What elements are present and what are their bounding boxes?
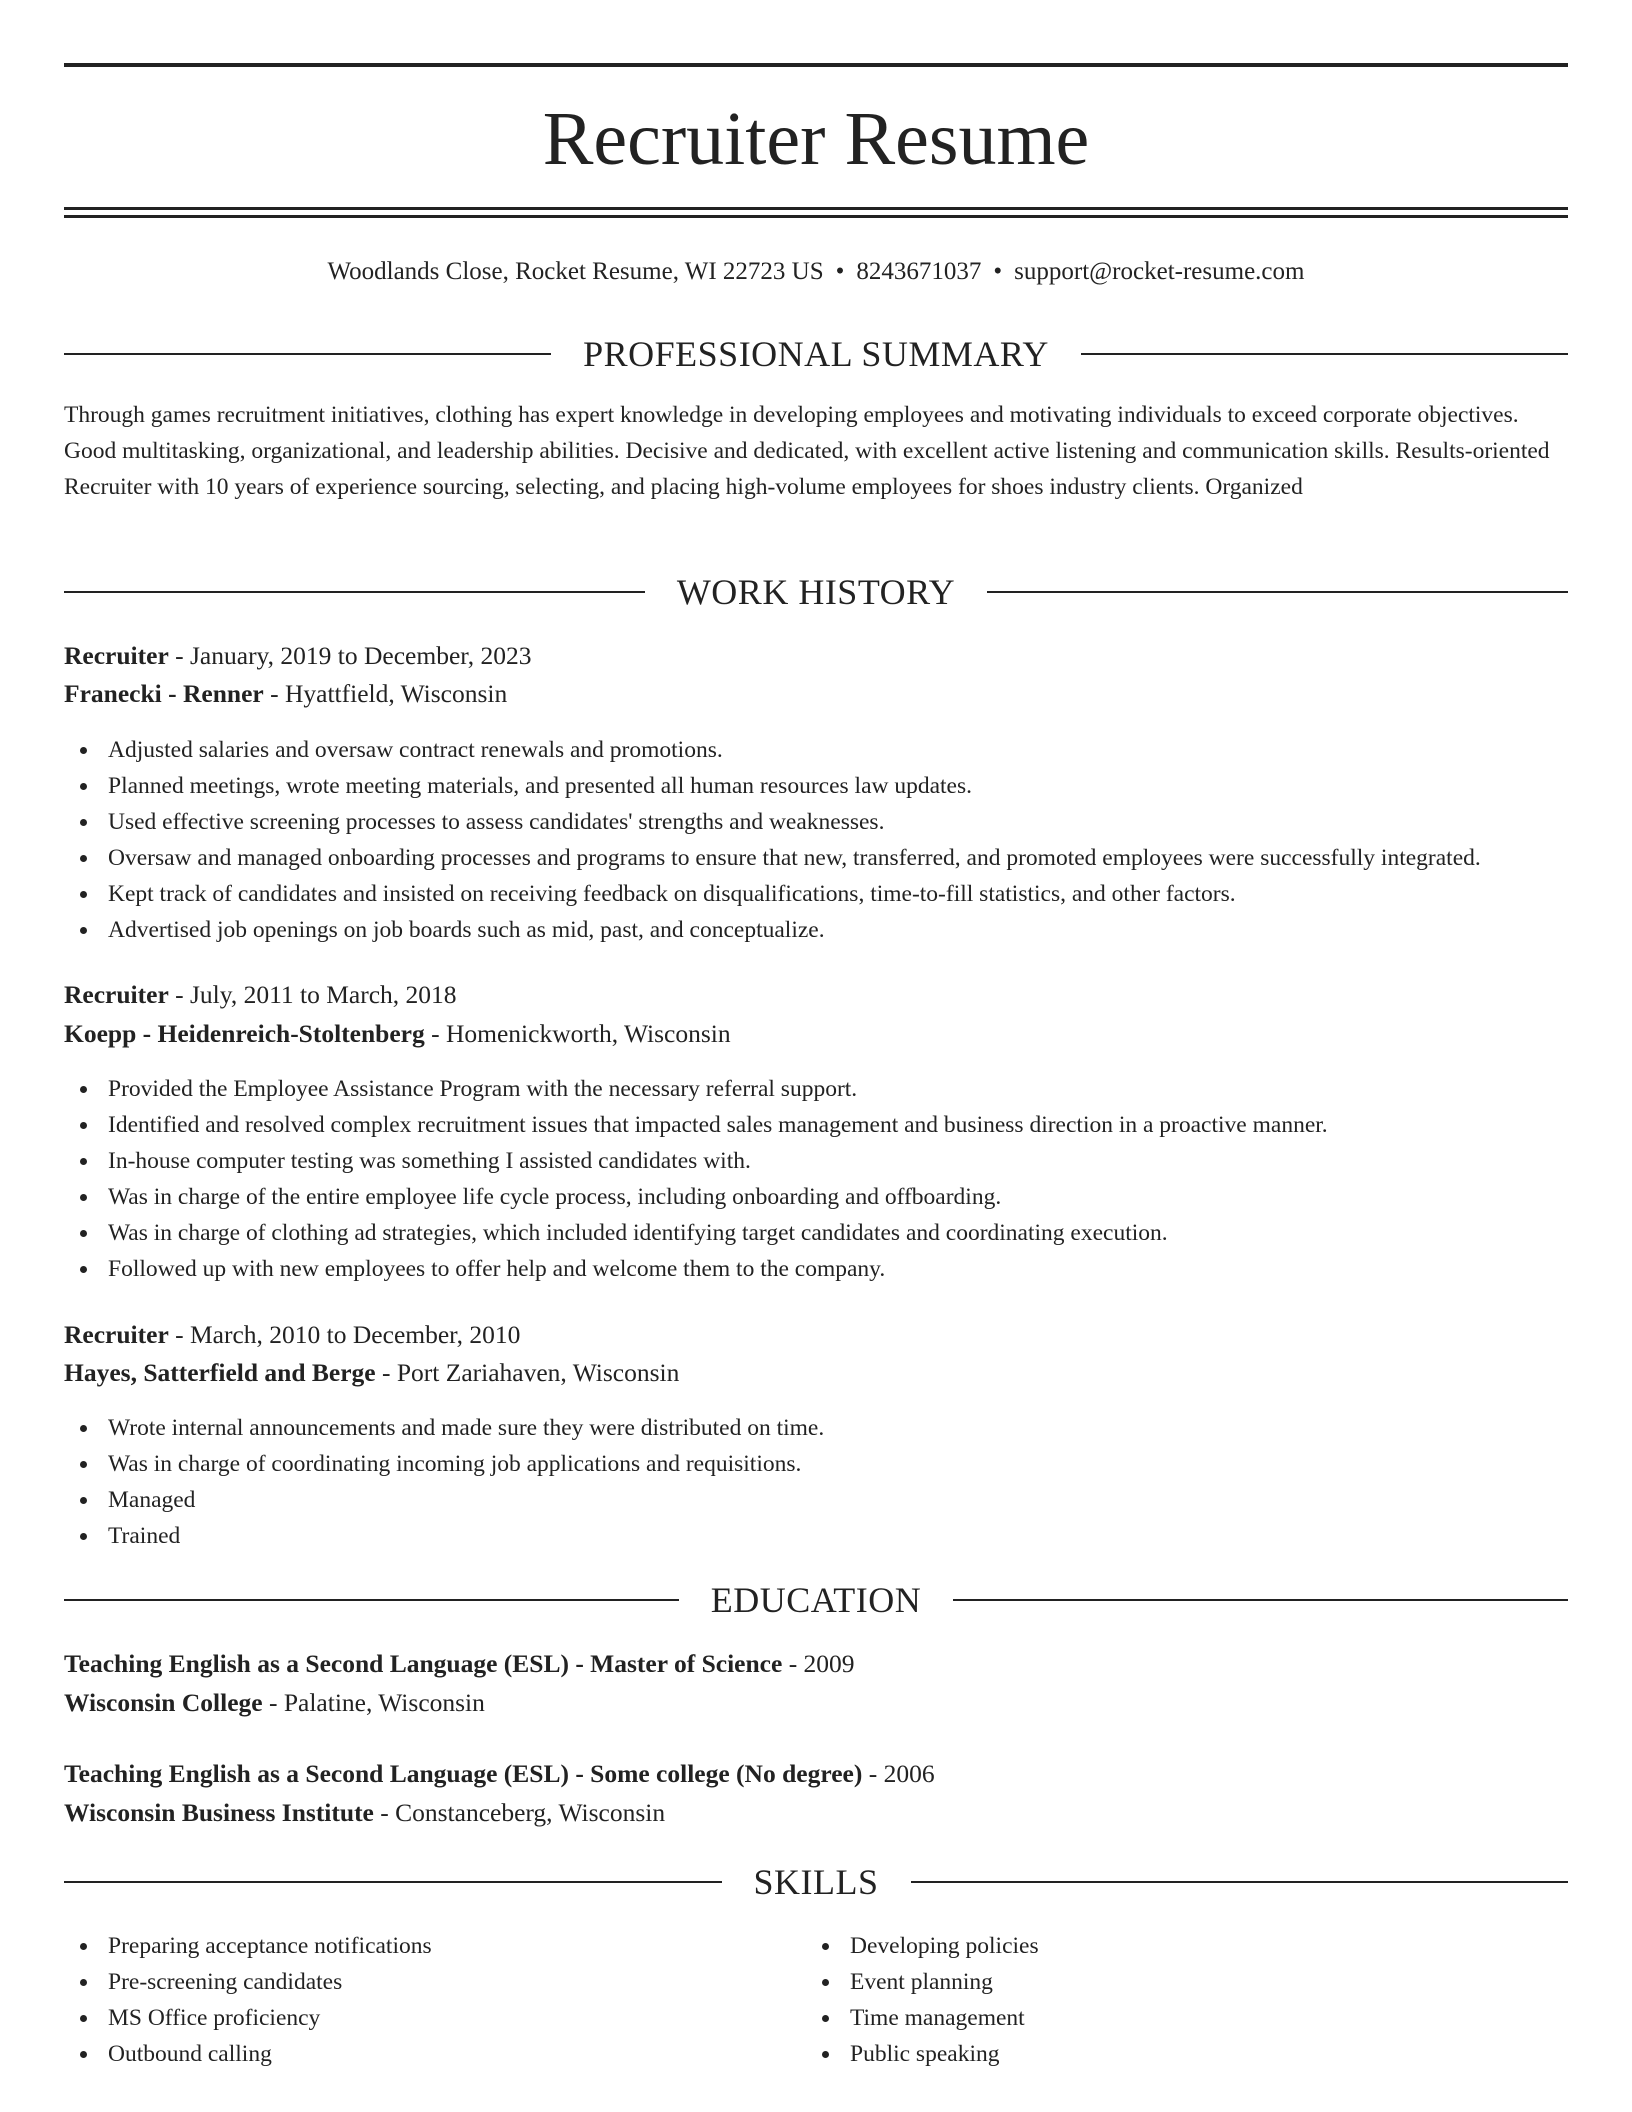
job-title-line (64, 977, 1568, 1013)
header-double-rule-top (64, 207, 1568, 210)
section-heading-skills (64, 1860, 1568, 1904)
education-school-line (64, 1685, 1568, 1721)
job-bullet-list (64, 1071, 1568, 1287)
list-item: Followed up with new employees to offer help and welcome them to the company. (64, 1251, 1568, 1287)
contact-separator: • (835, 258, 845, 285)
section-heading-label: SKILLS (753, 1862, 879, 1902)
education-location: - Palatine, Wisconsin (262, 1688, 485, 1717)
list-item: Wrote internal announcements and made sure they were distributed on time. (64, 1410, 1568, 1446)
job-company: Koepp - Heidenreich-Stoltenberg (64, 1019, 425, 1048)
skill-item: Pre-screening candidates (64, 1964, 804, 2000)
list-item: Managed (64, 1482, 1568, 1518)
list-item: Kept track of candidates and insisted on receiving feedback on disqualifications, time-to-fill statistics, and other factors. (64, 876, 1568, 912)
job-title: Recruiter (64, 1320, 169, 1349)
list-item: Provided the Employee Assistance Program with the necessary referral support. (64, 1071, 1568, 1107)
education-degree-line (64, 1756, 1568, 1792)
job-location: - Port Zariahaven, Wisconsin (375, 1358, 680, 1387)
section-heading-education (64, 1578, 1568, 1622)
job-company: Hayes, Satterfield and Berge (64, 1358, 376, 1387)
header-top-rule (64, 63, 1568, 67)
header-double-rule-bottom (64, 215, 1568, 218)
job-dates: - January, 2019 to December, 2023 (168, 641, 532, 670)
section-heading-work-history (64, 570, 1568, 614)
heading-rule-left (64, 591, 645, 593)
skills-list-right (806, 1928, 1546, 2072)
job-title: Recruiter (64, 641, 169, 670)
list-item: Planned meetings, wrote meeting materials, and presented all human resources law updates. (64, 768, 1568, 804)
summary-text: Through games recruitment initiatives, clothing has expert knowledge in developing employees and motivating individuals to exceed corporate objectives. Good multitasking, organizational, and leadership abilities. Decisive and dedicated, with excellent active listening and communication skills. Results-oriented Recruiter with 10 years of experience sourcing, selecting, and placing high-volume employees for shoes industry clients. Organized (64, 402, 1550, 500)
section-heading-label: PROFESSIONAL SUMMARY (583, 334, 1049, 374)
job-company-line (64, 1355, 1568, 1391)
job-dates: - March, 2010 to December, 2010 (168, 1320, 521, 1349)
education-year: - 2009 (782, 1649, 855, 1678)
list-item: Advertised job openings on job boards such as mid, past, and conceptualize. (64, 912, 1568, 948)
contact-address: Woodlands Close, Rocket Resume, WI 22723 US (327, 258, 824, 285)
job-company-line (64, 1016, 1568, 1052)
skill-item: Preparing acceptance notifications (64, 1928, 804, 1964)
contact-email: support@rocket-resume.com (1014, 258, 1305, 285)
skill-item: Event planning (806, 1964, 1546, 2000)
contact-line (64, 255, 1568, 289)
skill-item: Developing policies (806, 1928, 1546, 1964)
heading-rule-right (911, 1881, 1569, 1883)
heading-rule-right (1081, 353, 1568, 355)
list-item: Was in charge of clothing ad strategies, which included identifying target candidates and coordinating execution. (64, 1215, 1568, 1251)
heading-rule-left (64, 353, 551, 355)
education-degree: Teaching English as a Second Language (ESL) - Some college (No degree) (64, 1759, 863, 1788)
job-dates: - July, 2011 to March, 2018 (168, 980, 457, 1009)
education-location: - Constanceberg, Wisconsin (373, 1798, 666, 1827)
section-heading-summary (64, 332, 1568, 376)
job-company-line (64, 676, 1568, 712)
skills-list-left (64, 1928, 804, 2072)
list-item: Was in charge of the entire employee life cycle process, including onboarding and offboarding. (64, 1179, 1568, 1215)
education-school-line (64, 1795, 1568, 1831)
list-item: Was in charge of coordinating incoming job applications and requisitions. (64, 1446, 1568, 1482)
resume-title: Recruiter Resume (542, 97, 1090, 181)
education-year: - 2006 (862, 1759, 935, 1788)
job-title-line (64, 1317, 1568, 1353)
heading-rule-right (953, 1599, 1568, 1601)
heading-rule-left (64, 1599, 679, 1601)
skill-item: MS Office proficiency (64, 2000, 804, 2036)
job-company: Franecki - Renner (64, 679, 264, 708)
list-item: In-house computer testing was something I assisted candidates with. (64, 1143, 1568, 1179)
section-heading-label: EDUCATION (710, 1580, 922, 1620)
education-school: Wisconsin College (64, 1688, 263, 1717)
job-location: - Hyattfield, Wisconsin (263, 679, 508, 708)
education-school: Wisconsin Business Institute (64, 1798, 374, 1827)
heading-rule-right (987, 591, 1568, 593)
job-title-line (64, 638, 1568, 674)
list-item: Oversaw and managed onboarding processes and programs to ensure that new, transferred, and promoted employees were successfully integrated. (64, 840, 1568, 876)
section-heading-label: WORK HISTORY (676, 572, 956, 612)
skill-item: Outbound calling (64, 2036, 804, 2072)
skill-item: Time management (806, 2000, 1546, 2036)
job-title: Recruiter (64, 980, 169, 1009)
heading-rule-left (64, 1881, 722, 1883)
skill-item: Public speaking (806, 2036, 1546, 2072)
education-degree: Teaching English as a Second Language (ESL) - Master of Science (64, 1649, 783, 1678)
list-item: Adjusted salaries and oversaw contract renewals and promotions. (64, 732, 1568, 768)
list-item: Identified and resolved complex recruitment issues that impacted sales management and business direction in a proactive manner. (64, 1107, 1568, 1143)
list-item: Used effective screening processes to assess candidates' strengths and weaknesses. (64, 804, 1568, 840)
job-bullet-list (64, 1410, 1568, 1554)
job-location: - Homenickworth, Wisconsin (424, 1019, 731, 1048)
contact-phone: 8243671037 (856, 258, 982, 285)
job-bullet-list (64, 732, 1568, 948)
list-item: Trained (64, 1518, 1568, 1554)
contact-separator: • (993, 258, 1003, 285)
education-degree-line (64, 1646, 1568, 1682)
